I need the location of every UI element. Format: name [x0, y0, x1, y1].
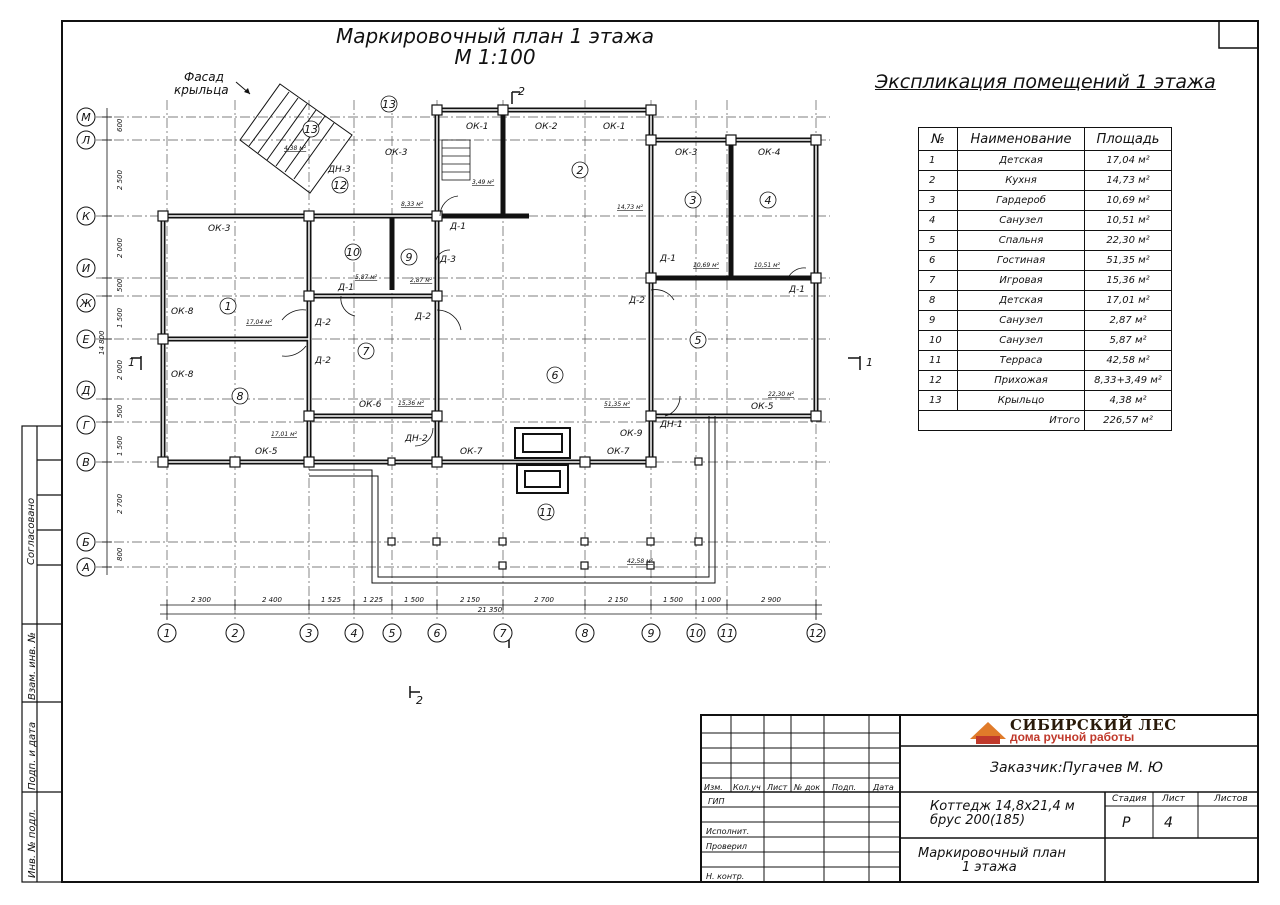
stamp-soglasovano: Согласовано — [26, 497, 37, 565]
vertical-dims — [98, 118, 124, 561]
expl-header-name: Наименование — [958, 128, 1085, 151]
expl-cell-name: Санузел — [958, 211, 1085, 231]
expl-total-blank — [919, 411, 958, 431]
drawing-name-line1: Маркировочный план — [918, 846, 1066, 861]
explication-row — [919, 151, 1172, 171]
opening-ok1a: ОК-1 — [466, 122, 489, 132]
area-12a: 8,33 м² — [401, 201, 424, 208]
room-tag-8 — [232, 388, 248, 404]
opening-dn2: ДН-2 — [405, 434, 428, 444]
corner-stamp — [1219, 21, 1258, 48]
svg-text:10: 10 — [689, 627, 703, 640]
facade-label-2: крыльца — [174, 83, 229, 97]
vdim-2: 2 500 — [116, 169, 124, 190]
room-tag-11 — [538, 504, 554, 520]
hdim-6: 2 150 — [459, 596, 481, 604]
hdim-10: 1 000 — [700, 596, 722, 604]
tb-col-ndok: № док — [794, 783, 821, 792]
vdim-1: 600 — [116, 118, 124, 132]
opening-ok3b: ОК-3 — [675, 148, 698, 158]
porch — [240, 84, 352, 193]
expl-header-no: № — [919, 128, 958, 151]
svg-text:1: 1 — [163, 627, 171, 640]
logo-subtitle: дома ручной работы — [1010, 730, 1135, 744]
axis-l — [77, 131, 95, 149]
expl-cell-no: 3 — [919, 191, 958, 211]
expl-cell-area: 2,87 м² — [1085, 311, 1172, 331]
explication-row — [919, 331, 1172, 351]
sheet-header: Лист — [1162, 794, 1185, 804]
vdim-5: 1 500 — [116, 307, 124, 328]
area-3: 10,69 м² — [693, 262, 720, 269]
svg-text:13: 13 — [304, 123, 318, 136]
opening-dn1: ДН-1 — [660, 420, 683, 430]
stage-value: Р — [1122, 815, 1131, 831]
opening-ok3a: ОК-3 — [385, 148, 408, 158]
expl-total-label: Итого — [958, 411, 1085, 431]
room-tag-13-porch — [303, 121, 319, 137]
section-1-left: 1 — [128, 356, 135, 369]
axis-d — [77, 381, 95, 399]
explication-row — [919, 231, 1172, 251]
axis-g — [77, 416, 95, 434]
axis-5 — [383, 624, 401, 642]
svg-text:4: 4 — [350, 627, 358, 640]
explication-row — [919, 391, 1172, 411]
axis-4 — [345, 624, 363, 642]
svg-text:3: 3 — [305, 627, 313, 640]
drawing-scale: М 1:100 — [454, 45, 536, 69]
hdim-total: 21 350 — [477, 606, 503, 614]
axis-11 — [718, 624, 736, 642]
stamp-inv-podl: Инв. № подл. — [27, 809, 38, 878]
area-10: 5,87 м² — [355, 274, 378, 281]
axis-7 — [494, 624, 512, 642]
hdim-2: 2 400 — [261, 596, 283, 604]
wall-joints — [158, 105, 821, 467]
vdim-9: 2 700 — [116, 493, 124, 514]
svg-text:4: 4 — [764, 194, 772, 207]
room-tag-3 — [685, 192, 701, 208]
area-9: 2,87 м² — [410, 277, 433, 284]
logo-title: СИБИРСКИЙ ЛЕС — [1010, 716, 1177, 734]
explication-row — [919, 291, 1172, 311]
sheet-value: 4 — [1164, 815, 1173, 831]
svg-text:8: 8 — [581, 627, 589, 640]
expl-cell-name: Игровая — [958, 271, 1085, 291]
section-1-right: 1 — [866, 356, 873, 369]
room-tag-1 — [220, 298, 236, 314]
expl-cell-name: Крыльцо — [958, 391, 1085, 411]
axis-zh — [77, 294, 95, 312]
expl-cell-name: Кухня — [958, 171, 1085, 191]
axis-3 — [300, 624, 318, 642]
walls — [163, 110, 816, 462]
room-tags — [220, 96, 776, 520]
tb-col-izm: Изм. — [704, 783, 723, 792]
expl-cell-name: Детская — [958, 151, 1085, 171]
area-8: 17,01 м² — [271, 431, 298, 438]
opening-ok7b: ОК-7 — [607, 447, 630, 457]
opening-ok6: ОК-6 — [359, 400, 382, 410]
stamp-podp-data: Подп. и дата — [27, 721, 38, 790]
svg-text:Г: Г — [82, 419, 90, 432]
area-7: 15,36 м² — [398, 400, 425, 407]
room-tag-10 — [345, 244, 361, 260]
expl-cell-area: 17,01 м² — [1085, 291, 1172, 311]
svg-text:1: 1 — [224, 300, 232, 313]
expl-cell-no: 13 — [919, 391, 958, 411]
drawing-title — [330, 26, 660, 68]
expl-cell-area: 8,33+3,49 м² — [1085, 371, 1172, 391]
area-11: 42,58 м² — [627, 558, 654, 565]
hdim-7: 2 700 — [533, 596, 555, 604]
opening-d2c: Д-2 — [415, 312, 432, 322]
expl-cell-area: 10,51 м² — [1085, 211, 1172, 231]
axis-b — [77, 533, 95, 551]
terrace-outline — [309, 416, 715, 583]
expl-cell-area: 5,87 м² — [1085, 331, 1172, 351]
expl-total-value: 226,57 м² — [1085, 411, 1172, 431]
axis-2 — [226, 624, 244, 642]
tb-col-podp: Подп. — [832, 783, 857, 792]
axis-v — [77, 453, 95, 471]
svg-text:И: И — [81, 262, 91, 275]
expl-cell-name: Гостиная — [958, 251, 1085, 271]
tb-role-gip: ГИП — [708, 797, 725, 806]
opening-ok4: ОК-4 — [758, 148, 781, 158]
opening-ok8a: ОК-8 — [171, 307, 194, 317]
stage-header: Стадия — [1112, 794, 1147, 804]
title-block-cols — [704, 783, 894, 881]
axis-10 — [687, 624, 705, 642]
drawing-title-line1: Маркировочный план 1 этажа — [335, 24, 655, 48]
opening-d1b: Д-1 — [338, 283, 355, 293]
opening-ok7a: ОК-7 — [460, 447, 483, 457]
hdim-1: 2 300 — [190, 596, 212, 604]
svg-text:12: 12 — [809, 627, 823, 640]
svg-text:В: В — [82, 456, 90, 469]
area-4: 10,51 м² — [754, 262, 781, 269]
expl-cell-no: 12 — [919, 371, 958, 391]
tb-col-data: Дата — [873, 783, 894, 792]
opening-ok9: ОК-9 — [620, 429, 643, 439]
svg-text:М: М — [81, 111, 91, 124]
opening-d2a: Д-2 — [315, 318, 332, 328]
svg-text:6: 6 — [433, 627, 441, 640]
svg-text:11: 11 — [539, 506, 553, 519]
opening-labels — [171, 122, 805, 457]
vdim-6: 2 000 — [116, 359, 124, 380]
expl-cell-area: 22,30 м² — [1085, 231, 1172, 251]
svg-text:К: К — [82, 210, 90, 223]
tb-col-kolch: Кол.уч — [733, 783, 761, 792]
axis-6 — [428, 624, 446, 642]
svg-text:12: 12 — [333, 179, 347, 192]
svg-text:Л: Л — [81, 134, 91, 147]
explication-row — [919, 251, 1172, 271]
axis-m — [77, 108, 95, 126]
expl-header-area: Площадь — [1085, 128, 1172, 151]
axis-1 — [158, 624, 176, 642]
expl-cell-name: Гардероб — [958, 191, 1085, 211]
svg-text:Ж: Ж — [80, 297, 92, 310]
explication-total-row — [919, 411, 1172, 431]
expl-cell-area: 51,35 м² — [1085, 251, 1172, 271]
facade-label-1: Фасад — [184, 70, 224, 84]
svg-text:6: 6 — [551, 369, 559, 382]
svg-text:7: 7 — [362, 345, 370, 358]
room-tag-9 — [401, 249, 417, 265]
area-1: 17,04 м² — [246, 319, 273, 326]
svg-text:А: А — [82, 561, 90, 574]
svg-text:Д: Д — [81, 384, 91, 397]
area-12b: 3,49 м² — [472, 179, 495, 186]
svg-text:2: 2 — [231, 627, 239, 640]
vdim-3: 2 000 — [116, 237, 124, 258]
axis-e — [77, 330, 95, 348]
svg-text:2: 2 — [576, 164, 584, 177]
axis-12 — [807, 624, 825, 642]
expl-cell-no: 8 — [919, 291, 958, 311]
opening-ok3c: ОК-3 — [208, 224, 231, 234]
room-tag-6 — [547, 367, 563, 383]
expl-cell-no: 5 — [919, 231, 958, 251]
stairs — [442, 140, 470, 180]
explication-row — [919, 371, 1172, 391]
axis-a — [77, 558, 95, 576]
opening-d3: Д-3 — [440, 255, 457, 265]
project-line2: брус 200(185) — [930, 813, 1026, 828]
expl-cell-no: 7 — [919, 271, 958, 291]
expl-cell-area: 42,58 м² — [1085, 351, 1172, 371]
expl-cell-name: Терраса — [958, 351, 1085, 371]
expl-cell-no: 6 — [919, 251, 958, 271]
hdim-3: 1 525 — [320, 596, 342, 604]
expl-cell-no: 4 — [919, 211, 958, 231]
area-6: 51,35 м² — [604, 401, 631, 408]
area-2: 14,73 м² — [617, 204, 644, 211]
explication-row — [919, 271, 1172, 291]
svg-text:Б: Б — [82, 536, 90, 549]
axis-9 — [642, 624, 660, 642]
sheets-header: Листов — [1214, 794, 1248, 804]
tb-role-proveril: Проверил — [706, 842, 748, 851]
opening-d2d: Д-2 — [629, 296, 646, 306]
opening-d2b: Д-2 — [315, 356, 332, 366]
expl-cell-name: Детская — [958, 291, 1085, 311]
expl-cell-area: 4,38 м² — [1085, 391, 1172, 411]
opening-ok5b: ОК-5 — [751, 402, 774, 412]
tb-role-nkontr: Н. контр. — [706, 872, 745, 881]
axis-i — [77, 259, 95, 277]
axis-8 — [576, 624, 594, 642]
explication-row — [919, 171, 1172, 191]
svg-text:10: 10 — [346, 246, 360, 259]
explication-body — [919, 151, 1172, 431]
svg-text:13: 13 — [382, 98, 396, 111]
expl-cell-name: Санузел — [958, 331, 1085, 351]
opening-ok1b: ОК-1 — [603, 122, 626, 132]
vdim-7: 500 — [116, 404, 124, 418]
expl-cell-area: 15,36 м² — [1085, 271, 1172, 291]
opening-d1c: Д-1 — [660, 254, 677, 264]
svg-text:9: 9 — [405, 251, 413, 264]
opening-d1d: Д-1 — [789, 285, 806, 295]
hdim-11: 2 900 — [760, 596, 782, 604]
expl-cell-area: 10,69 м² — [1085, 191, 1172, 211]
section-2-top: 2 — [518, 85, 525, 98]
expl-cell-no: 1 — [919, 151, 958, 171]
hdim-4: 1 225 — [362, 596, 384, 604]
room-tag-4 — [760, 192, 776, 208]
svg-text:8: 8 — [236, 390, 244, 403]
area-5: 22,30 м² — [768, 391, 795, 398]
expl-cell-name: Спальня — [958, 231, 1085, 251]
svg-text:7: 7 — [499, 627, 507, 640]
opening-ok2: ОК-2 — [535, 122, 558, 132]
explication-title: Экспликация помещений 1 этажа — [875, 71, 1216, 93]
grid-lines — [96, 100, 830, 622]
vdim-10: 800 — [116, 547, 124, 561]
axis-k — [77, 207, 95, 225]
area-labels — [246, 145, 795, 565]
wall-inner-lines — [163, 110, 816, 462]
drawing-name-line2: 1 этажа — [962, 860, 1017, 875]
expl-cell-no: 2 — [919, 171, 958, 191]
vdim-4: 500 — [116, 278, 124, 292]
hdim-9: 1 500 — [662, 596, 684, 604]
room-tag-5 — [690, 332, 706, 348]
svg-text:9: 9 — [647, 627, 655, 640]
hdim-5: 1 500 — [403, 596, 425, 604]
expl-cell-no: 10 — [919, 331, 958, 351]
explication-row — [919, 351, 1172, 371]
customer-label: Заказчик:Пугачев М. Ю — [990, 760, 1164, 776]
project-line1: Коттедж 14,8х21,4 м — [930, 799, 1075, 814]
expl-cell-area: 14,73 м² — [1085, 171, 1172, 191]
expl-cell-area: 17,04 м² — [1085, 151, 1172, 171]
letter-axes — [77, 108, 95, 576]
room-tag-7 — [358, 343, 374, 359]
room-tag-13 — [381, 96, 397, 112]
hdim-8: 2 150 — [607, 596, 629, 604]
number-axes — [158, 624, 825, 642]
explication-row — [919, 191, 1172, 211]
expl-cell-no: 11 — [919, 351, 958, 371]
company-logo — [968, 718, 1188, 746]
section-2-bottom: 2 — [416, 694, 423, 707]
svg-text:5: 5 — [694, 334, 702, 347]
explication-row — [919, 311, 1172, 331]
opening-ok5a: ОК-5 — [255, 447, 278, 457]
svg-text:Е: Е — [82, 333, 90, 346]
stamp-vzam-inv: Взам. инв. № — [27, 632, 38, 700]
tb-col-list: Лист — [767, 783, 788, 792]
tb-role-ispolnit: Исполнит. — [706, 827, 750, 836]
expl-cell-no: 9 — [919, 311, 958, 331]
room-tag-12 — [332, 177, 348, 193]
svg-text:5: 5 — [388, 627, 396, 640]
explication-table — [918, 127, 1172, 431]
expl-cell-name: Санузел — [958, 311, 1085, 331]
area-13: 4,38 м² — [284, 145, 307, 152]
vdim-8: 1 500 — [116, 435, 124, 456]
opening-d1a: Д-1 — [450, 222, 467, 232]
vdim-total: 14 800 — [98, 330, 106, 355]
svg-text:11: 11 — [720, 627, 734, 640]
opening-dn3: ДН-3 — [328, 165, 351, 175]
explication-row — [919, 211, 1172, 231]
expl-cell-name: Прихожая — [958, 371, 1085, 391]
room-tag-2 — [572, 162, 588, 178]
svg-text:3: 3 — [689, 194, 697, 207]
opening-ok8b: ОК-8 — [171, 370, 194, 380]
